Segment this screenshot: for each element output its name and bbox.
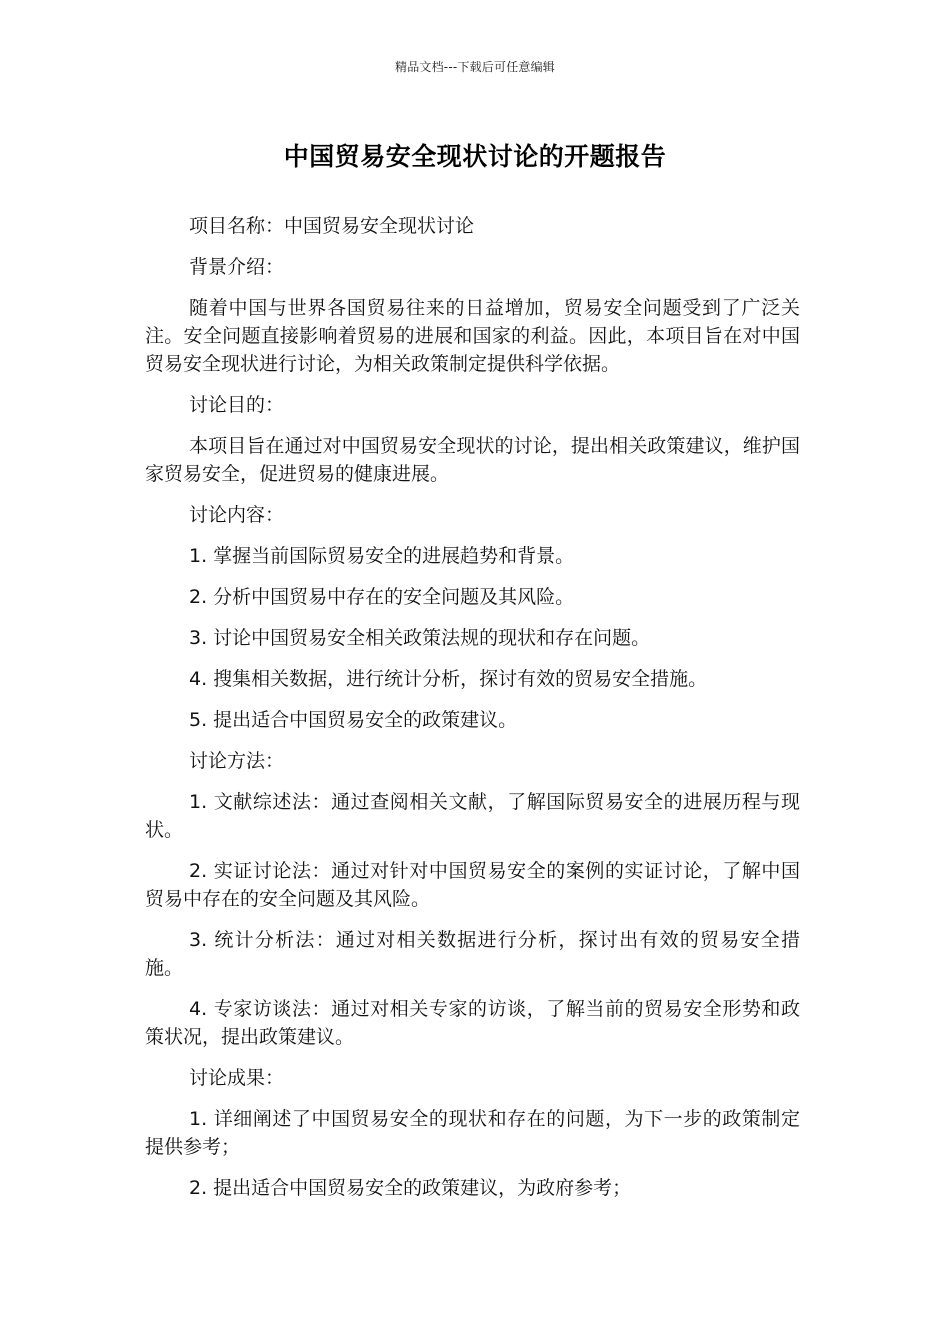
section-heading-methods: 讨论方法：: [189, 750, 285, 772]
result-item-2: 2. 提出适合中国贸易安全的政策建议，为政府参考；: [189, 1177, 632, 1199]
document-body: [145, 212, 800, 1215]
content-item-2: 2. 分析中国贸易中存在的安全问题及其风险。: [189, 586, 575, 608]
purpose-paragraph: 本项目旨在通过对中国贸易安全现状的讨论，提出相关政策建议，维护国家贸易安全，促进贸易的健康进展。: [145, 435, 800, 485]
method-item-4: 4. 专家访谈法：通过对相关专家的访谈，了解当前的贸易安全形势和政策状况，提出政策建议。: [145, 998, 800, 1048]
content-item-3: 3. 讨论中国贸易安全相关政策法规的现状和存在问题。: [189, 627, 651, 649]
section-heading-background: 背景介绍：: [189, 256, 285, 278]
document-title: 中国贸易安全现状讨论的开题报告: [283, 142, 667, 171]
method-item-1: 1. 文献综述法：通过查阅相关文献，了解国际贸易安全的进展历程与现状。: [145, 791, 800, 841]
section-heading-purpose: 讨论目的：: [189, 394, 285, 416]
content-item-4: 4. 搜集相关数据，进行统计分析，探讨有效的贸易安全措施。: [189, 668, 708, 690]
section-heading-content: 讨论内容：: [189, 504, 285, 526]
content-item-1: 1. 掌握当前国际贸易安全的进展趋势和背景。: [189, 545, 575, 567]
header-note: 精品文档---下载后可任意编辑: [395, 60, 555, 74]
background-paragraph: 随着中国与世界各国贸易往来的日益增加，贸易安全问题受到了广泛关注。安全问题直接影响着贸易的进展和国家的利益。因此，本项目旨在对中国贸易安全现状进行讨论，为相关政策制定提供科学依据。: [145, 297, 800, 375]
content-item-5: 5. 提出适合中国贸易安全的政策建议。: [189, 709, 518, 731]
method-item-2: 2. 实证讨论法：通过对针对中国贸易安全的案例的实证讨论，了解中国贸易中存在的安全问题及其风险。: [145, 860, 800, 910]
project-name-line: 项目名称：中国贸易安全现状讨论: [189, 215, 475, 237]
section-heading-results: 讨论成果：: [189, 1067, 285, 1089]
method-item-3: 3. 统计分析法：通过对相关数据进行分析，探讨出有效的贸易安全措施。: [145, 929, 800, 979]
result-item-1: 1. 详细阐述了中国贸易安全的现状和存在的问题，为下一步的政策制定提供参考；: [145, 1108, 800, 1158]
